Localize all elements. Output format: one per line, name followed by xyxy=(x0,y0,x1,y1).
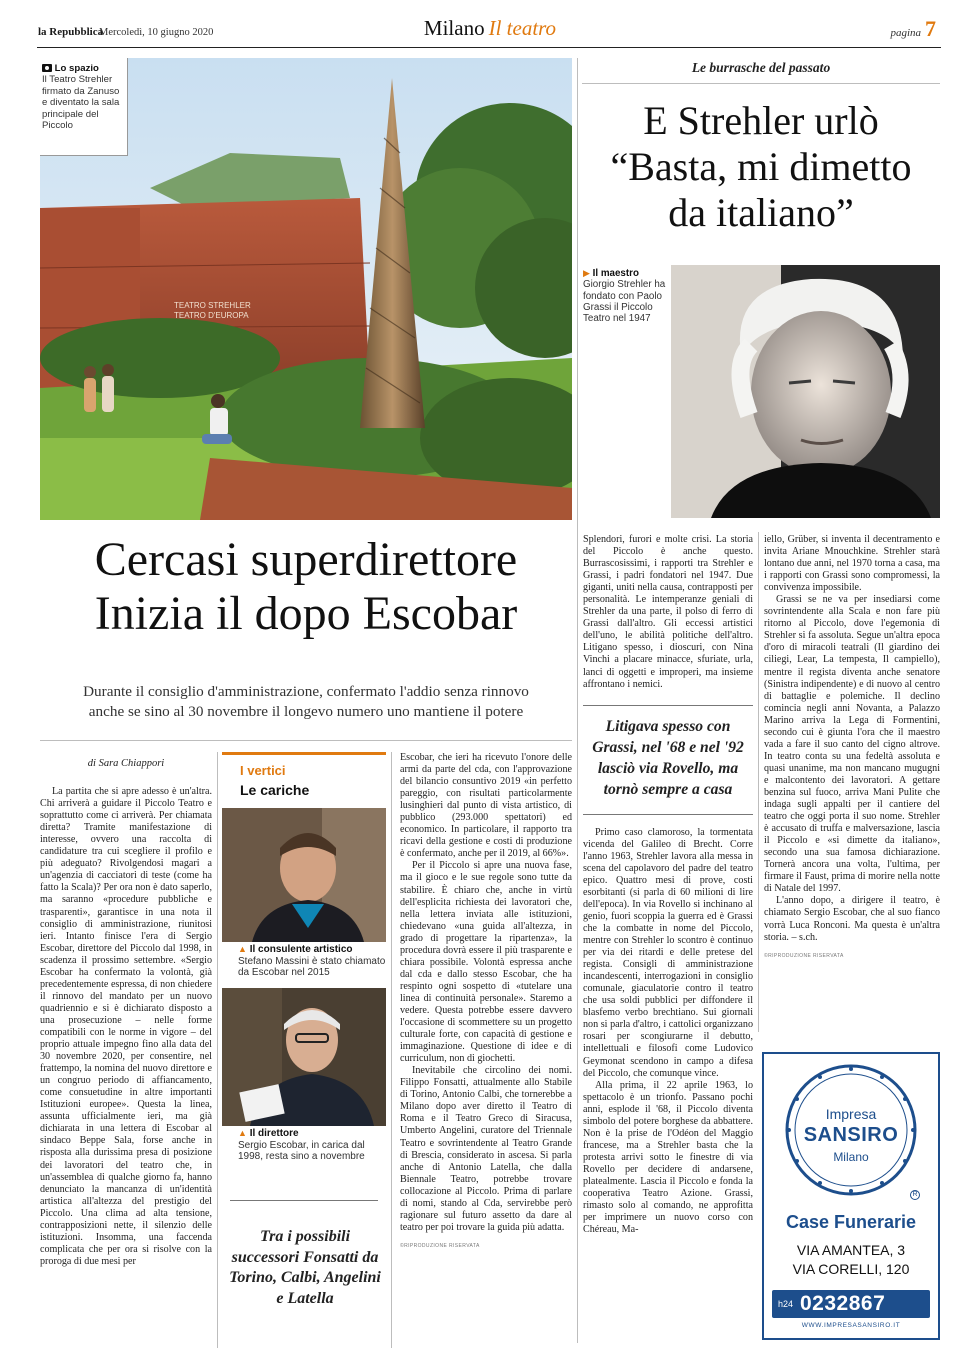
photo-caption-box xyxy=(40,58,128,156)
strehler-caption-title: Il maestro xyxy=(592,268,639,279)
byline: di Sara Chiappori xyxy=(87,758,165,769)
column-3-text-2: Per il Piccolo si apre una nuova fase, ma il gioco e le sue regole sono tutte da stabilire. È chiaro che, anche in virtù dell'esplicita richiesta dei lavoratori che, nella lettera inviata alle istituzioni, chiedevano «una guida all'altezza, in grado di progettare la ripartenza», la procedura dovrà essere il più trasparente e chiara possibile. Volontà espressa anche dal cda e dallo stesso Escobar, che ha respinto ogni sospetto di «tutelare una linea di continuità personale». Staremo a vedere. Questa potrebbe essere davvero l'occasione di scommettere su un progetto culturale forte, con capacità di gestione e immaginazione. Questione di idee e di curriculum, non di giochetti. xyxy=(400,860,572,1065)
page-label: pagina xyxy=(890,27,921,39)
person-1-text: Stefano Massini è stato chiamato da Escobar nel 2015 xyxy=(238,955,386,979)
side-column-a-text-2: Primo caso clamoroso, la tormentata vicenda del Galileo di Brecht. Corre l'anno 1963, Strehler lavora alla messa in scena del capolavoro del padre del teatro epico. Quattro mesi di prove, costi esorbitanti (si parla di 60 milioni di lire dell'epoca). In via Rovello si inchinano al genio, fuori scoppia la guerra ed è Grassi che la combatte in nome del Piccolo, mentre con Strehler lo scontro è continuo per via dei ritardi e delle pretese del regista. Consigli di amministrazione incandescenti, interrogazioni in consiglio comunale, giaculatorie contro il teatro che usa soldi pubblici per diffondere il blasfemo verbo brechtiano. Sui giornali non si parla d'altro, i cattolici organizzano rosari per scongiurarne il debutto, intellettuali e filosofi come Ludovico Geymonat scendono in campo a difesa del Piccolo, che comunque vince. xyxy=(583,826,753,1079)
section-title xyxy=(400,16,580,41)
triangle-icon: ▲ xyxy=(238,944,247,954)
building-sign-1: TEATRO STREHLER xyxy=(174,301,251,310)
sidebar-quote-rule xyxy=(230,1200,378,1201)
sidebar-pull-quote: Tra i possibili successori Fonsatti da Torino, Calbi, Angelini e Latella xyxy=(229,1228,381,1307)
side-kicker-rule xyxy=(582,83,940,84)
headline-line-1: Cercasi superdirettore xyxy=(94,533,518,586)
side-column-b xyxy=(764,534,940,1034)
strehler-portrait-illustration xyxy=(671,265,940,518)
copyright-note: ©RIPRODUZIONE RISERVATA xyxy=(400,1242,480,1249)
person-2-role: Il direttore xyxy=(249,1128,299,1139)
camera-icon xyxy=(42,64,52,72)
page-digit: 7 xyxy=(925,16,936,41)
section-divider xyxy=(577,58,578,1343)
sidebar-title: Le cariche xyxy=(240,782,310,798)
side-column-b-text-2: Grassi se ne va per insediarsi come sovrintendente alla Scala e non fare più ritorno al Piccolo, dove l'egemonia di Strehler si fa assoluta. Segue un'altra epoca d'oro di miracoli teatrali (Il giardino dei ciliegi, Lear, La tempesta, Il campiello), mentre il regista diventa anche senatore (Sinistra indipendente) e di nuovo al centro di battaglie e polemiche. Il declino comincia negli anni Novanta, a Palazzo Marino arriva la Lega di Formentini, secondo cui è giunta l'ora che il maestro vada a fare il suo canto del cigno altrove. In teatro conta su una fedeltà assoluta e quasi unanime, ma non mancano mugugni e malcontento dei lavoratori. A gettare benzina sul fuoco, arriva Mani Pulite che indaga sugli appalti per il cantiere del teatro che oggi porta il suo nome. Strehler è accusato di truffa e malversazione, lascia il Piccolo e «si dimette da italiano», secondo una sua famosa dichiarazione. Tornerà ancora una volta, l'ultima, per firmare il Faust, prima di morire nella notte di Natale del 1997. xyxy=(764,594,940,895)
section-city: Milano xyxy=(423,16,485,40)
strehler-caption-text: Giorgio Strehler ha fondato con Paolo Grassi il Piccolo Teatro nel 1947 xyxy=(583,279,666,325)
paper-logo: la Repubblica xyxy=(38,26,104,38)
headline-line-2: Inizia il dopo Escobar xyxy=(94,587,518,640)
person-2-text: Sergio Escobar, in carica dal 1998, resta sino a novembre xyxy=(238,1139,365,1163)
portrait-2-caption xyxy=(238,1128,386,1163)
person-1-role: Il consulente artistico xyxy=(249,944,353,955)
person-portrait-2 xyxy=(222,988,386,1126)
person-portrait-1 xyxy=(222,808,386,942)
ad-url[interactable]: WWW.IMPRESASANSIRO.IT xyxy=(801,1322,901,1329)
ad-ring-city: Milano xyxy=(833,1150,869,1164)
side-column-b-text-1: iello, Grüber, si inventa il decentramento e invita Ariane Mnouchkine. Strehler starà lontano due anni, nel 1970 torna a casa, ma i rapporti con Grassi sono compromessi, la convivenza impossibile. xyxy=(764,534,940,594)
ad-phone-box[interactable] xyxy=(772,1290,930,1318)
headline-bottom-rule xyxy=(40,740,572,741)
ad-ring-top: Impresa xyxy=(825,1106,877,1122)
ad-h24: h24 xyxy=(778,1299,794,1309)
strehler-caption xyxy=(583,268,669,324)
article-column-1 xyxy=(40,758,212,1350)
side-headline-line-2: “Basta, mi dimetto xyxy=(610,144,912,189)
issue-date: Mercoledì, 10 giugno 2020 xyxy=(99,27,214,38)
subtitle-line-2: anche se sino al 30 novembre il longevo numero uno mantiene il potere xyxy=(88,703,524,720)
column-3-text-3: Inevitabile che circolino dei nomi. Filippo Fonsatti, attualmente allo Stabile di Torino, Antonio Calbi, che tornerebbe a Milano dopo aver diretto il Teatro di Roma e il Teatro Greco di Siracusa, Umberto Angelini, curatore del Triennale Teatro e sovrintendente al Teatro Grande di Brescia, considerato in ascesa. Si parla anche di Antonio Latella, che dalla Biennale Teatro, potrebbe trovare collocazione al Piccolo. Prima di parlare di nomi, stando al Cda, servirebbe però ragionare sul futuro assetto da dare al teatro per poi trovare la guida più adatta. xyxy=(400,1065,572,1233)
side-column-a-text-3: Alla prima, il 22 aprile 1963, lo spettacolo è un trionfo. Passano pochi anni, esplode il '68, il Piccolo diventa simbolo del potere borghese da abbattere. Non è la prise de l'Odéon del Maggio francese, ma a Strehler basta che la protesta arrivi sotto le finestre di via Rovello per decidere di andarsene, platealmente. Lascia il Piccolo e fonda la cooperativa Teatro Azione. Grassi, rimasto solo al comando, ne approfitta per imprimere un nuovo corso con Chéreau, Ma- xyxy=(583,1079,753,1236)
page-number xyxy=(890,16,936,42)
side-headline-line-3: da italiano” xyxy=(668,190,854,235)
side-copyright-note: ©RIPRODUZIONE RISERVATA xyxy=(764,952,844,959)
column-1-text: La partita che si apre adesso è un'altra. Chi arriverà a guidare il Piccolo Teatro e soprattutto come ci arriverà. Per chiamata diretta? Tramite manifestazione di interesse, ovvero una raccolta di candidature tra cui scegliere il profilo e più adeguato? Rivolgendosi magari a un'agenzia di cacciatori di teste (come ha fatto la Scala)? Per ora non è dato saperlo, ma saranno «procedure pubbliche e trasparenti», garantisce in una nota il consiglio di amministrazione, riunitosi ieri. Intanto finisce l'era di Sergio Escobar, direttore del Piccolo dal 1998, in scadenza il prossimo settembre. «Sergio Escobar ha confermato la volontà, già precedentemente espressa, di non chiedere il rinnovo del mandato per un nuovo quadriennio e si è dichiarato disposto a una prosecuzione – nelle forme compatibili con le norme in vigore – del proprio attuale impegno fino alla data del 30 novembre 2020, per consentire, nel frattempo, la nomina del nuovo direttore e un congruo periodo di affiancamento, come consuetudine in altre importanti Istituzioni europee». Questa la linea, assunta ufficialmente ieri, ma già dichiarata in una lettera di Escobar al sindaco Beppe Sala, forse anche in risposta alla durissima presa di posizione dei lavoratori del teatro che, in un'assemblea di qualche giorno fa, hanno denunciato la mancanza di un'identità artistica all'altezza del prestigio del Piccolo. Una clima ad alta tensione, contrapposizioni nette, il silenzio delle istituzioni. Insomma, una faccenda complicata che per ora si risolve con la proroga di due mesi per xyxy=(40,786,212,1267)
col-divider-2 xyxy=(391,752,392,1348)
photo-caption xyxy=(42,63,127,131)
side-column-a-text-1: Splendori, furori e molte crisi. La storia del Piccolo è anche questo. Burrascosissimi, i rapporti tra Strehler e Grassi, i padri fondatori nel 1947. Due giganti, uniti nella causa, contrapposti per personalità. Le intemperanze geniali di Strehler da una parte, il polso di ferro di Grassi dall'altro. Gli eccessi artistici dell'uno, le abilità politiche dell'altro. Litigano spesso, i dioscuri, con Nina Vinchi a placare minacce, sfuriate, urla, lanci di oggetti e improperi, ma insieme affrontano i nemici. xyxy=(583,534,753,690)
side-column-a xyxy=(583,534,753,1348)
side-quote-box xyxy=(583,705,753,815)
sidebar-kicker: I vertici xyxy=(240,763,286,778)
article-column-3 xyxy=(400,752,572,1348)
caption-title: Lo spazio xyxy=(54,63,99,74)
col-divider-3 xyxy=(758,532,759,1032)
section-topic: Il teatro xyxy=(488,16,557,40)
subtitle-line-1: Durante il consiglio d'amministrazione, confermato l'addio senza rinnovo xyxy=(83,683,529,700)
portrait-massini xyxy=(222,808,386,942)
triangle-icon: ▶ xyxy=(583,268,590,278)
triangle-icon: ▲ xyxy=(238,1128,247,1138)
ad-phone: 0232867 xyxy=(800,1292,886,1315)
side-pull-quote: Litigava spesso con Grassi, nel '68 e nel '92 lasciò via Rovello, ma tornò sempre a casa xyxy=(592,717,744,798)
main-subtitle xyxy=(40,682,572,722)
side-headline xyxy=(582,98,940,236)
portrait-1-caption xyxy=(238,944,386,979)
column-3-text-1: Escobar, che ieri ha ricevuto l'onore delle armi da parte del cda, con l'approvazione del bilancio consuntivo 2019 «in perfetto pareggio, con risultati particolarmente lusinghieri dal punto di vista artistico, di pubblico (293.000 spettatori) ed economico. In particolare, il rapporto tra ricavi della gestione e costi di produzione è confermato, anche per il 2019, al 66%». xyxy=(400,752,572,860)
ad-sansiro[interactable] xyxy=(762,1052,940,1340)
side-headline-line-1: E Strehler urlò xyxy=(643,98,879,143)
masthead xyxy=(0,0,980,48)
side-column-b-text-3: L'anno dopo, a dirigere il teatro, è chiamato Sergio Escobar, che al suo fianco vorrà Luca Ronconi. Ma questa è un'altra storia. – s.ch. xyxy=(764,895,940,943)
ad-address-1: VIA AMANTEA, 3 xyxy=(796,1242,906,1258)
caption-text: Il Teatro Strehler firmato da Zanuso e diventato la sala principale del Piccolo xyxy=(42,74,120,132)
registered-icon: R xyxy=(910,1190,920,1200)
masthead-rule xyxy=(37,47,941,48)
ad-brand-name: SANSIRO xyxy=(803,1124,899,1146)
col-divider-1 xyxy=(217,752,218,1348)
portrait-escobar xyxy=(222,988,386,1126)
photo-strehler xyxy=(671,265,940,518)
ad-title: Case Funerarie xyxy=(785,1212,917,1232)
building-sign-2: TEATRO D'EUROPA xyxy=(174,311,249,320)
ad-address-2: VIA CORELLI, 120 xyxy=(792,1261,910,1277)
main-headline xyxy=(40,533,572,641)
side-kicker: Le burrasche del passato xyxy=(691,60,831,75)
